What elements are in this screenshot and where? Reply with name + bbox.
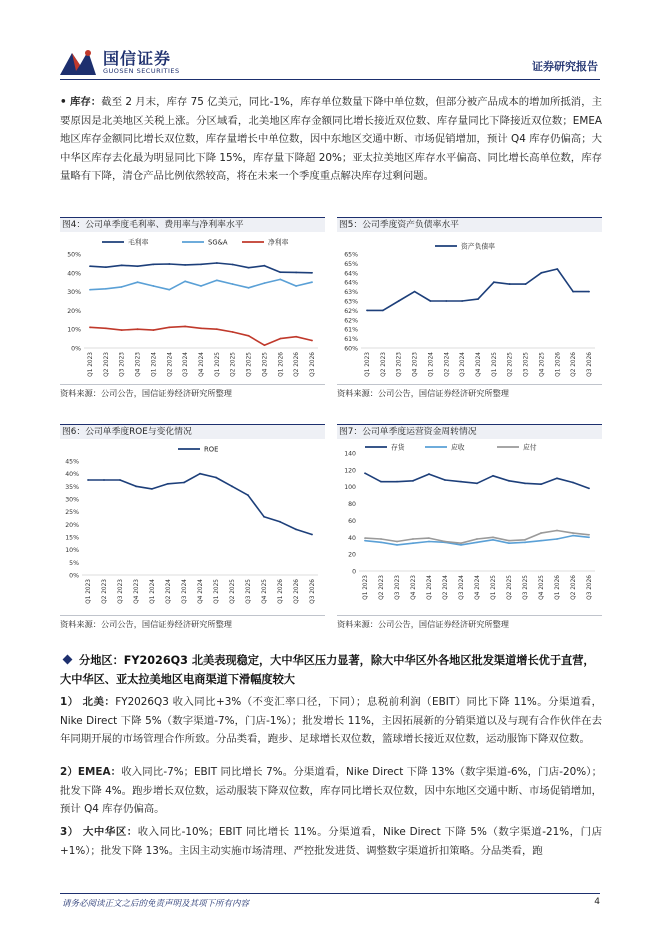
x-tick-label: Q1 2024 bbox=[428, 352, 435, 377]
y-tick-label: 0 bbox=[352, 568, 356, 576]
data-point bbox=[137, 281, 139, 283]
data-point bbox=[572, 535, 574, 537]
inventory-label: 库存： bbox=[69, 96, 102, 108]
x-tick-label: Q4 2024 bbox=[476, 352, 482, 377]
data-point bbox=[572, 291, 574, 293]
data-point bbox=[184, 280, 186, 282]
header-divider bbox=[60, 79, 600, 80]
data-point bbox=[248, 335, 250, 337]
y-tick-label: 62% bbox=[344, 307, 358, 315]
greater-china-text: 收入同比-10%；EBIT 同比增长 11%。分渠道看，Nike Direct 下降 5%（数字渠道-21%，门店+1%）；批发下降 13%。主因主动实施市场清理、严控批发进货、调整数字渠道折扣策略。分品类看，跑 bbox=[60, 826, 602, 857]
data-point bbox=[412, 480, 414, 482]
data-point bbox=[168, 326, 170, 328]
data-point bbox=[541, 272, 543, 274]
x-tick-label: Q3 2026 bbox=[310, 579, 316, 604]
data-point bbox=[508, 540, 510, 542]
legend-label: 净利率 bbox=[268, 238, 289, 247]
y-tick-label: 64% bbox=[344, 270, 358, 278]
data-point bbox=[231, 485, 233, 487]
company-name-en: GUOSEN SECURITIES bbox=[103, 67, 180, 75]
data-point bbox=[492, 539, 494, 541]
x-tick-label: Q3 2025 bbox=[523, 352, 530, 377]
x-tick-label: Q4 2025 bbox=[262, 579, 268, 604]
data-point bbox=[264, 282, 266, 284]
figure-4-chart bbox=[60, 232, 325, 380]
y-tick-label: 80 bbox=[348, 501, 356, 509]
data-point bbox=[216, 279, 218, 281]
y-tick-label: 45% bbox=[65, 458, 79, 466]
x-tick-label: Q2 2025 bbox=[507, 575, 513, 600]
x-tick-label: Q2 2023 bbox=[102, 579, 108, 604]
data-point bbox=[121, 264, 123, 266]
data-point bbox=[398, 300, 400, 302]
data-point bbox=[279, 271, 281, 273]
data-point bbox=[216, 262, 218, 264]
data-point bbox=[556, 477, 558, 479]
x-tick-label: Q4 2023 bbox=[411, 575, 417, 600]
x-tick-label: Q2 2025 bbox=[507, 352, 514, 377]
data-point bbox=[460, 544, 462, 546]
x-tick-label: Q4 2025 bbox=[262, 352, 269, 377]
data-point bbox=[540, 540, 542, 542]
x-tick-label: Q4 2023 bbox=[134, 579, 140, 604]
data-point bbox=[588, 291, 590, 293]
data-point bbox=[200, 327, 202, 329]
data-point bbox=[445, 300, 447, 302]
data-point bbox=[121, 329, 123, 331]
data-point bbox=[184, 264, 186, 266]
data-point bbox=[540, 483, 542, 485]
data-point bbox=[556, 530, 558, 532]
x-tick-label: Q4 2023 bbox=[412, 352, 419, 377]
data-point bbox=[524, 482, 526, 484]
data-point bbox=[89, 289, 91, 291]
x-tick-label: Q1 2025 bbox=[491, 352, 498, 377]
y-tick-label: 63% bbox=[344, 298, 358, 306]
y-tick-label: 25% bbox=[65, 509, 79, 517]
north-america-label: 1） 北美： bbox=[60, 696, 116, 708]
x-tick-label: Q1 2023 bbox=[88, 352, 94, 377]
data-point bbox=[412, 542, 414, 544]
north-america-paragraph bbox=[60, 693, 602, 749]
legend-label: 存货 bbox=[391, 443, 405, 452]
data-point bbox=[311, 340, 313, 342]
data-point bbox=[540, 532, 542, 534]
data-point bbox=[137, 265, 139, 267]
y-tick-label: 40% bbox=[65, 471, 79, 479]
data-point bbox=[137, 328, 139, 330]
y-tick-label: 0% bbox=[69, 572, 79, 580]
y-tick-label: 20 bbox=[348, 551, 356, 559]
data-point bbox=[119, 479, 121, 481]
y-tick-label: 64% bbox=[344, 279, 358, 287]
legend-label: 应收 bbox=[451, 443, 465, 452]
y-tick-label: 63% bbox=[344, 289, 358, 297]
section-heading: 分地区：FY2026Q3 北美表现稳定，大中华区压力显著，除大中华区外各地区批发渠道增长优于直营，大中华区、亚太拉美地区电商渠道下滑幅度较大 bbox=[60, 654, 595, 686]
x-tick-label: Q2 2026 bbox=[571, 352, 578, 377]
greater-china-paragraph bbox=[60, 823, 602, 860]
x-tick-label: Q3 2025 bbox=[246, 579, 252, 604]
figure-5 bbox=[337, 217, 602, 399]
footer-divider bbox=[60, 893, 600, 894]
data-point bbox=[476, 482, 478, 484]
greater-china-label: 3） 大中华区： bbox=[60, 826, 138, 838]
data-point bbox=[311, 534, 313, 536]
series-line-1 bbox=[88, 474, 312, 535]
y-tick-label: 40 bbox=[348, 534, 356, 542]
y-tick-label: 62% bbox=[344, 317, 358, 325]
x-tick-label: Q1 2025 bbox=[491, 575, 497, 600]
legend-label: 毛利率 bbox=[128, 238, 149, 247]
data-point bbox=[492, 536, 494, 538]
data-point bbox=[183, 482, 185, 484]
x-tick-label: Q3 2024 bbox=[183, 352, 190, 377]
data-point bbox=[311, 281, 313, 283]
data-point bbox=[428, 537, 430, 539]
data-point bbox=[279, 278, 281, 280]
series-line-2 bbox=[365, 536, 589, 545]
y-tick-label: 65% bbox=[344, 260, 358, 268]
x-tick-label: Q2 2026 bbox=[571, 575, 577, 600]
x-tick-label: Q3 2026 bbox=[310, 352, 316, 377]
figure-6-chart bbox=[60, 439, 325, 611]
data-point bbox=[588, 536, 590, 538]
x-tick-label: Q2 2025 bbox=[230, 352, 237, 377]
inventory-paragraph bbox=[60, 93, 602, 186]
data-point bbox=[493, 281, 495, 283]
figure-7-chart bbox=[337, 439, 602, 611]
data-point bbox=[87, 479, 89, 481]
data-point bbox=[572, 532, 574, 534]
x-tick-label: Q4 2023 bbox=[135, 352, 142, 377]
figure-7 bbox=[337, 424, 602, 630]
data-point bbox=[89, 265, 91, 267]
emea-paragraph bbox=[60, 763, 602, 819]
data-point bbox=[105, 288, 107, 290]
data-point bbox=[366, 310, 368, 312]
y-tick-label: 61% bbox=[344, 326, 358, 334]
x-tick-label: Q2 2026 bbox=[294, 352, 301, 377]
x-tick-label: Q3 2024 bbox=[459, 575, 465, 600]
x-tick-label: Q1 2024 bbox=[150, 579, 156, 604]
series-line-1 bbox=[365, 473, 589, 488]
data-point bbox=[364, 537, 366, 539]
data-point bbox=[492, 475, 494, 477]
disclaimer-note: 请务必阅读正文之后的免责声明及其项下所有内容 bbox=[62, 899, 250, 909]
data-point bbox=[382, 310, 384, 312]
y-tick-label: 50% bbox=[67, 251, 81, 259]
x-tick-label: Q4 2025 bbox=[539, 352, 546, 377]
data-point bbox=[295, 285, 297, 287]
data-point bbox=[263, 516, 265, 518]
data-point bbox=[412, 538, 414, 540]
data-point bbox=[525, 283, 527, 285]
figure-4-source: 资料来源：公司公告，国信证券经济研究所整理 bbox=[60, 384, 325, 399]
data-point bbox=[556, 268, 558, 270]
x-tick-label: Q2 2024 bbox=[443, 575, 449, 600]
data-point bbox=[248, 267, 250, 269]
data-point bbox=[105, 327, 107, 329]
data-point bbox=[264, 344, 266, 346]
y-tick-label: 10% bbox=[67, 326, 81, 334]
x-tick-label: Q2 2024 bbox=[166, 579, 172, 604]
data-point bbox=[279, 521, 281, 523]
x-tick-label: Q4 2024 bbox=[198, 579, 204, 604]
y-tick-label: 140 bbox=[344, 450, 356, 458]
legend-label: ROE bbox=[204, 445, 219, 454]
figure-4 bbox=[60, 217, 325, 399]
figure-6-title: 图6：公司单季度ROE与变化情况 bbox=[60, 424, 325, 439]
diamond-bullet-icon bbox=[63, 655, 73, 665]
emea-text: 收入同比-7%；EBIT 同比增长 7%。分渠道看，Nike Direct 下降 13%（数字渠道-6%，门店-20%）；批发下降 4%。跑步增长双位数，运动服装下降双位数，库存同比增长双位数，因中东地区交通中断、市场促销增加，预计 Q4 库存仍偏高。 bbox=[60, 766, 602, 815]
x-tick-label: Q2 2026 bbox=[294, 579, 300, 604]
data-point bbox=[364, 472, 366, 474]
x-tick-label: Q3 2026 bbox=[587, 575, 593, 600]
data-point bbox=[588, 534, 590, 536]
figure-5-chart bbox=[337, 232, 602, 380]
y-tick-label: 10% bbox=[65, 547, 79, 555]
x-tick-label: Q3 2026 bbox=[587, 352, 593, 377]
data-point bbox=[572, 482, 574, 484]
legend-label: 应付 bbox=[523, 443, 537, 452]
x-tick-label: Q1 2023 bbox=[363, 575, 369, 600]
data-point bbox=[444, 479, 446, 481]
bullet-dot: • bbox=[60, 96, 67, 108]
data-point bbox=[295, 336, 297, 338]
data-point bbox=[311, 272, 313, 274]
x-tick-label: Q1 2026 bbox=[278, 352, 285, 377]
north-america-text: FY2026Q3 收入同比+3%（不变汇率口径，下同）；息税前利润（EBIT）同比下降 11%。分渠道看，Nike Direct 下降 5%（数字渠道-7%，门店-1%）；批发增长 11%，主因拓展新的分销渠道以及与现有合作伙伴在去年同期开展的市场管理合作所致。分品类看，跑步、足球增长双位数，篮球增长接近双位数，运动服饰下降双位数。 bbox=[60, 696, 602, 745]
data-point bbox=[153, 263, 155, 265]
y-tick-label: 20% bbox=[65, 521, 79, 529]
report-type: 证券研究报告 bbox=[532, 60, 598, 73]
y-tick-label: 35% bbox=[65, 483, 79, 491]
emea-label: 2）EMEA： bbox=[60, 766, 122, 778]
x-tick-label: Q2 2024 bbox=[444, 352, 451, 377]
y-tick-label: 100 bbox=[344, 484, 356, 492]
inventory-text: 截至 2 月末，库存 75 亿美元，同比-1%，库存单位数量下降中单位数，但部分被产品成本的增加所抵消，主要原因是北美地区关税上涨。分区域看，北美地区库存金额同比增长接近双位数、库存量同比下降接近双位数；EMEA 地区库存金额同比增长双位数，库存量增长中单位数，因中东地区交通中断、市场促销增加，预计 Q4 库存仍偏高；大中华区库存去化最为明显同比下降 15%，库存量下降超 20%；亚太拉美地区库存水平偏高、同比增长高单位数，库存量略有下降，清仓产品比例依然较高，将在未来一个季度重点解决库存过剩问题。 bbox=[60, 96, 602, 182]
figure-7-source: 资料来源：公司公告，国信证券经济研究所整理 bbox=[337, 615, 602, 630]
x-tick-label: Q4 2025 bbox=[539, 575, 545, 600]
x-tick-label: Q1 2026 bbox=[555, 575, 561, 600]
x-tick-label: Q2 2025 bbox=[230, 579, 236, 604]
data-point bbox=[153, 329, 155, 331]
legend-label: 资产负债率 bbox=[461, 242, 495, 251]
figure-6-source: 资料来源：公司公告，国信证券经济研究所整理 bbox=[60, 615, 325, 630]
data-point bbox=[89, 326, 91, 328]
data-point bbox=[264, 265, 266, 267]
y-tick-label: 30% bbox=[65, 496, 79, 504]
x-tick-label: Q4 2024 bbox=[475, 575, 481, 600]
data-point bbox=[508, 480, 510, 482]
data-point bbox=[248, 287, 250, 289]
x-tick-label: Q3 2023 bbox=[395, 575, 401, 600]
y-tick-label: 0% bbox=[71, 345, 81, 353]
guosen-logo-icon bbox=[58, 45, 98, 79]
data-point bbox=[232, 264, 234, 266]
series-line-1 bbox=[367, 269, 589, 310]
data-point bbox=[396, 544, 398, 546]
data-point bbox=[247, 494, 249, 496]
x-tick-label: Q2 2024 bbox=[167, 352, 174, 377]
series-line-3 bbox=[365, 531, 589, 544]
data-point bbox=[524, 539, 526, 541]
data-point bbox=[105, 266, 107, 268]
y-tick-label: 61% bbox=[344, 336, 358, 344]
data-point bbox=[232, 331, 234, 333]
data-point bbox=[460, 481, 462, 483]
data-point bbox=[428, 473, 430, 475]
x-tick-label: Q2 2023 bbox=[379, 575, 385, 600]
data-point bbox=[524, 541, 526, 543]
x-tick-label: Q3 2023 bbox=[119, 352, 126, 377]
x-tick-label: Q1 2024 bbox=[427, 575, 433, 600]
data-point bbox=[380, 481, 382, 483]
x-tick-label: Q3 2023 bbox=[396, 352, 403, 377]
x-tick-label: Q3 2024 bbox=[182, 579, 188, 604]
data-point bbox=[588, 488, 590, 490]
data-point bbox=[556, 538, 558, 540]
x-tick-label: Q1 2025 bbox=[214, 579, 220, 604]
y-tick-label: 40% bbox=[67, 270, 81, 278]
data-point bbox=[103, 479, 105, 481]
x-tick-label: Q1 2026 bbox=[278, 579, 284, 604]
data-point bbox=[380, 541, 382, 543]
series-line-3 bbox=[90, 326, 312, 345]
data-point bbox=[364, 540, 366, 542]
x-tick-label: Q1 2024 bbox=[151, 352, 158, 377]
data-point bbox=[168, 289, 170, 291]
x-tick-label: Q3 2025 bbox=[246, 352, 253, 377]
data-point bbox=[430, 300, 432, 302]
data-point bbox=[396, 481, 398, 483]
data-point bbox=[444, 541, 446, 543]
y-tick-label: 120 bbox=[344, 467, 356, 475]
data-point bbox=[200, 285, 202, 287]
y-tick-label: 65% bbox=[344, 251, 358, 259]
data-point bbox=[295, 272, 297, 274]
data-point bbox=[184, 325, 186, 327]
y-tick-label: 60% bbox=[344, 345, 358, 353]
y-tick-label: 15% bbox=[65, 534, 79, 542]
legend-label: SG&A bbox=[208, 238, 228, 247]
x-tick-label: Q2 2023 bbox=[380, 352, 387, 377]
x-tick-label: Q1 2026 bbox=[555, 352, 562, 377]
data-point bbox=[121, 286, 123, 288]
x-tick-label: Q2 2023 bbox=[103, 352, 110, 377]
figure-6 bbox=[60, 424, 325, 630]
x-tick-label: Q1 2023 bbox=[86, 579, 92, 604]
y-tick-label: 5% bbox=[69, 559, 79, 567]
data-point bbox=[216, 328, 218, 330]
data-point bbox=[215, 477, 217, 479]
x-tick-label: Q3 2023 bbox=[118, 579, 124, 604]
data-point bbox=[232, 283, 234, 285]
data-point bbox=[428, 541, 430, 543]
figure-7-title: 图7：公司单季度运营资金周转情况 bbox=[337, 424, 602, 439]
figure-5-title: 图5：公司季度资产负债率水平 bbox=[337, 217, 602, 232]
x-tick-label: Q3 2025 bbox=[523, 575, 529, 600]
data-point bbox=[461, 300, 463, 302]
data-point bbox=[153, 285, 155, 287]
x-tick-label: Q1 2025 bbox=[214, 352, 221, 377]
y-tick-label: 30% bbox=[67, 289, 81, 297]
figure-5-source: 资料来源：公司公告，国信证券经济研究所整理 bbox=[337, 384, 602, 399]
x-tick-label: Q1 2023 bbox=[365, 352, 371, 377]
y-tick-label: 60 bbox=[348, 517, 356, 525]
data-point bbox=[509, 283, 511, 285]
page-number: 4 bbox=[594, 897, 600, 907]
x-tick-label: Q3 2024 bbox=[460, 352, 467, 377]
y-tick-label: 20% bbox=[67, 307, 81, 315]
company-name-cn: 国信证券 bbox=[103, 49, 172, 68]
data-point bbox=[199, 473, 201, 475]
data-point bbox=[380, 538, 382, 540]
data-point bbox=[476, 538, 478, 540]
data-point bbox=[151, 488, 153, 490]
data-point bbox=[200, 263, 202, 265]
data-point bbox=[168, 263, 170, 265]
data-point bbox=[508, 542, 510, 544]
data-point bbox=[167, 483, 169, 485]
data-point bbox=[477, 298, 479, 300]
x-tick-label: Q4 2024 bbox=[199, 352, 205, 377]
data-point bbox=[295, 529, 297, 531]
figure-4-title: 图4：公司单季度毛利率、费用率与净利率水平 bbox=[60, 217, 325, 232]
data-point bbox=[279, 338, 281, 340]
data-point bbox=[476, 541, 478, 543]
data-point bbox=[460, 542, 462, 544]
data-point bbox=[396, 541, 398, 543]
data-point bbox=[135, 485, 137, 487]
data-point bbox=[414, 291, 416, 293]
series-line-2 bbox=[90, 279, 312, 289]
